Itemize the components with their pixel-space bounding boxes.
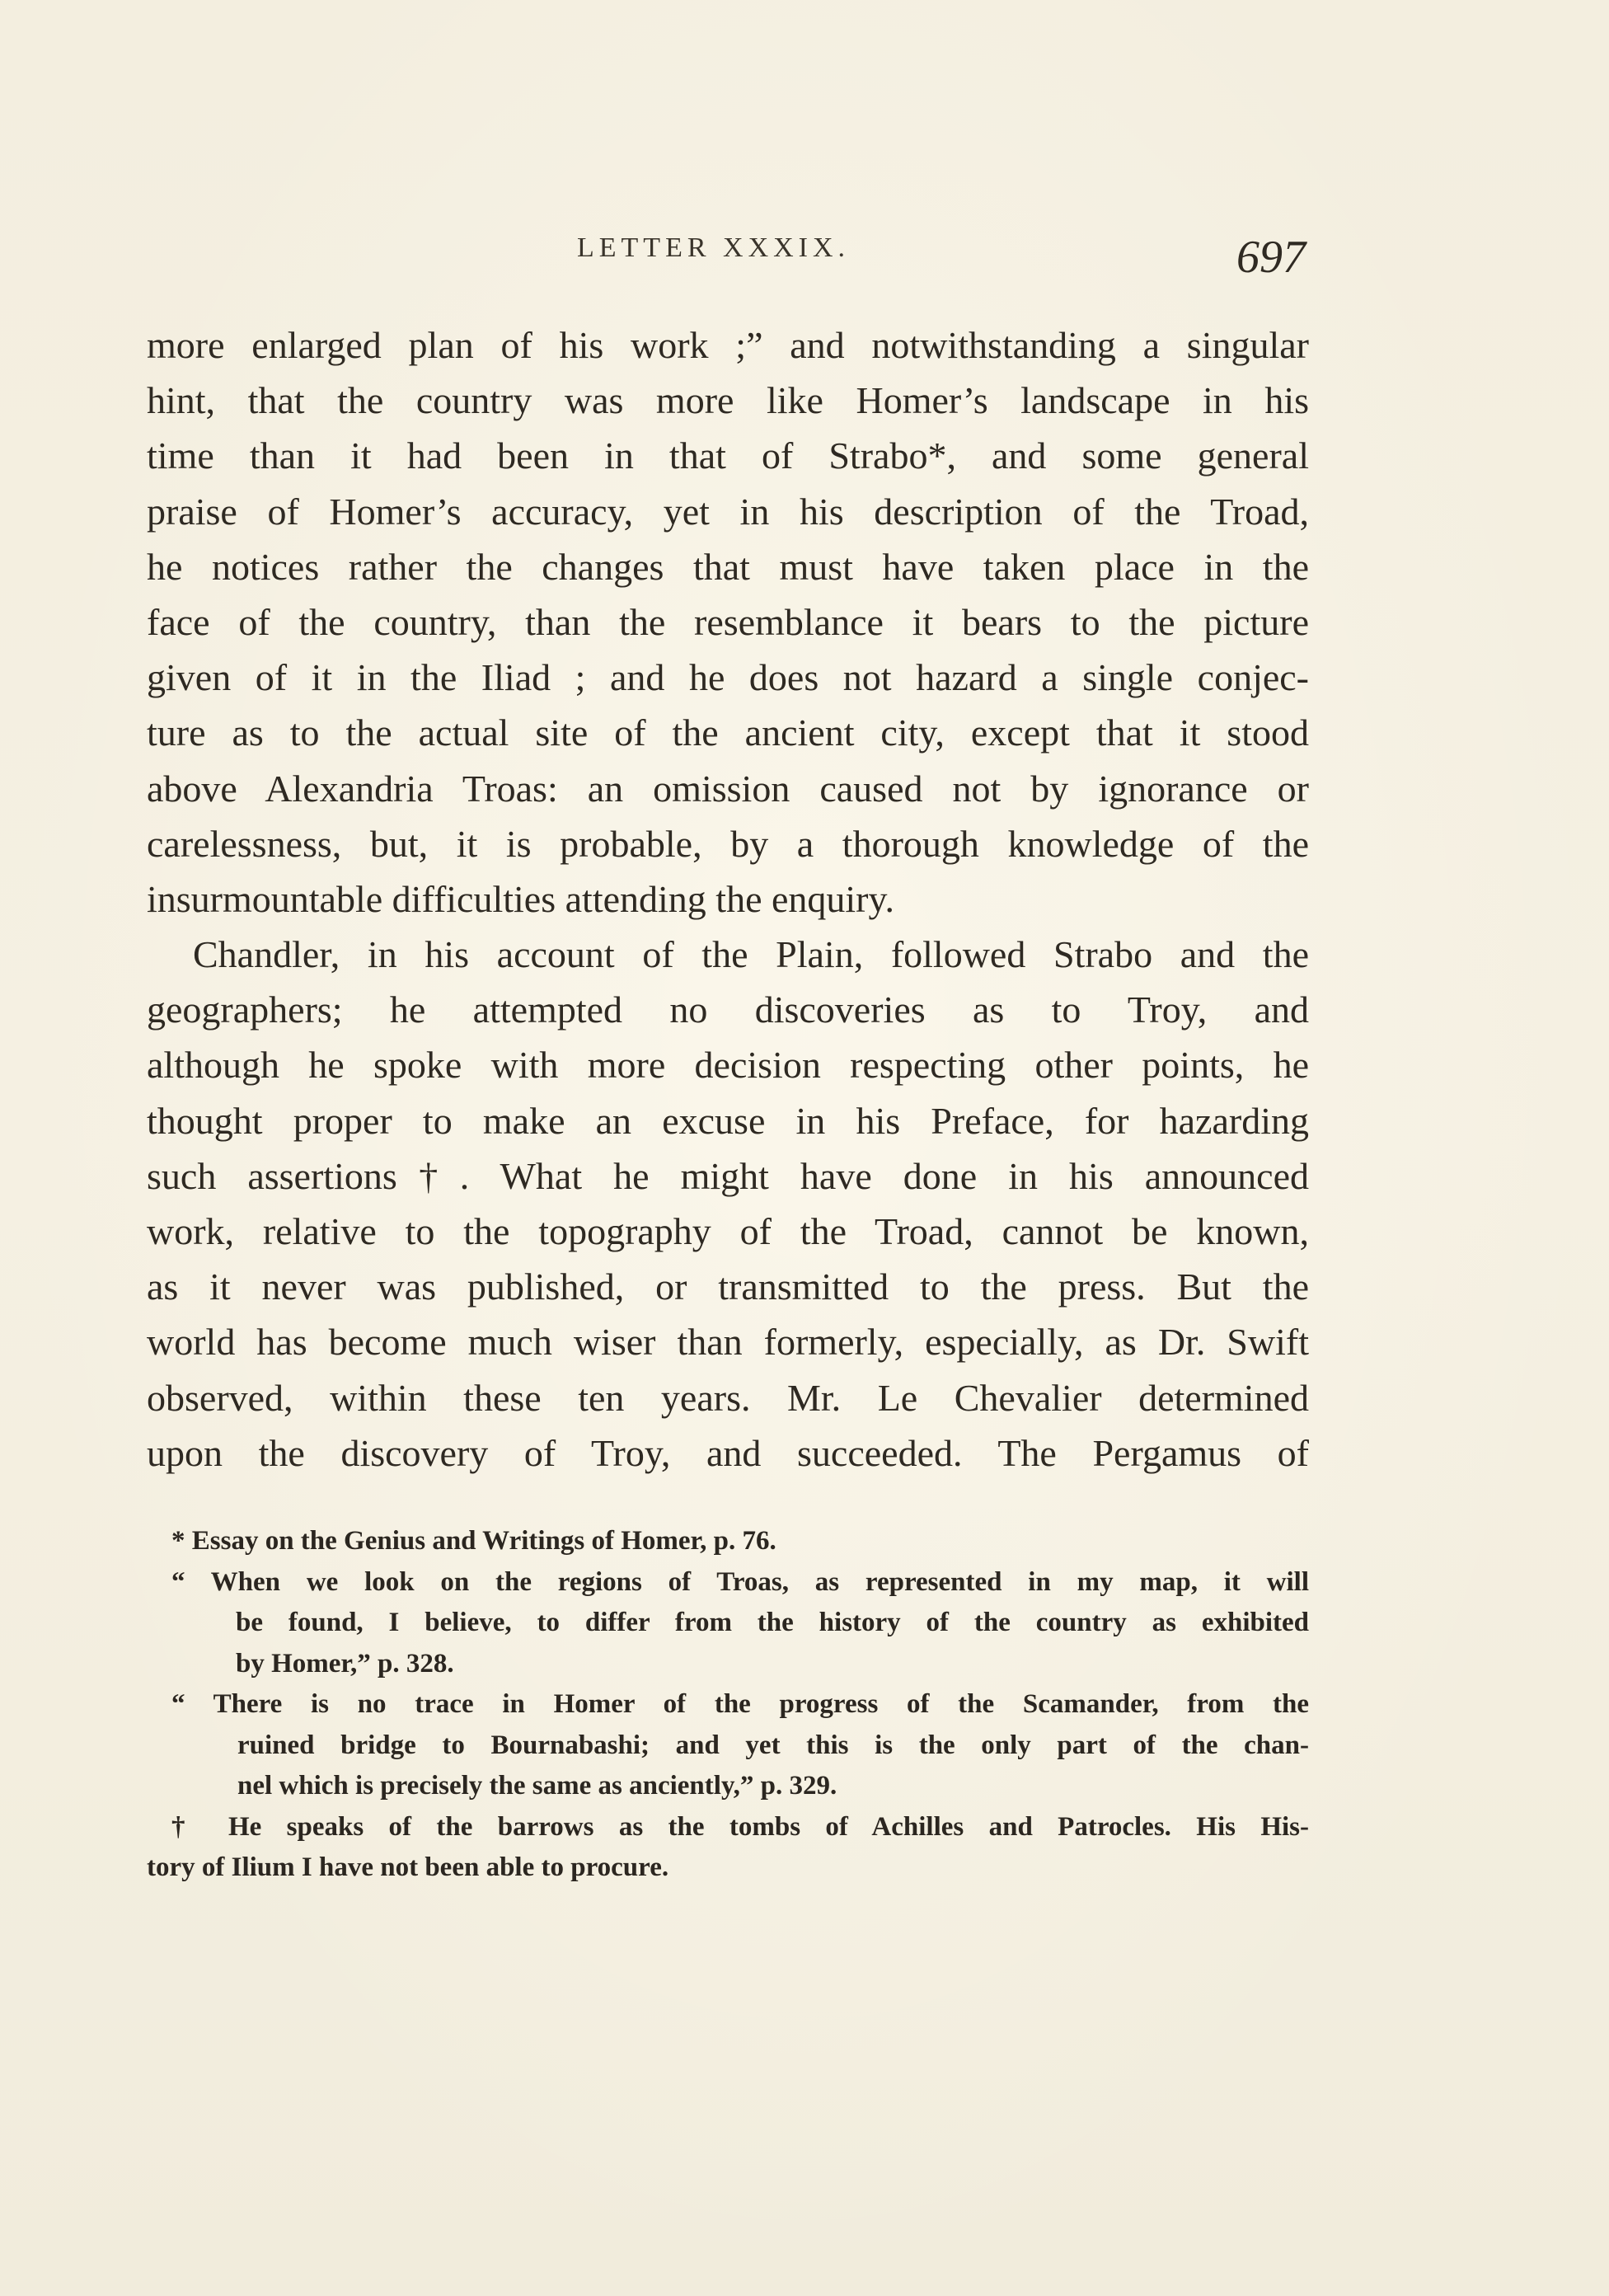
footnote-line: “ When we look on the regions of Troas, as represented in my map, it will xyxy=(171,1566,1309,1597)
running-head: LETTER XXXIX. xyxy=(577,232,851,263)
body-line: observed, within these ten years. Mr. Le Chevalier determined xyxy=(147,1376,1309,1419)
footnotes xyxy=(147,1521,1309,1889)
footnote-line: “ There is no trace in Homer of the progress of the Scamander, from the xyxy=(171,1689,1309,1719)
footnote-line: be found, I believe, to differ from the history of the country as exhibited xyxy=(236,1608,1309,1637)
body-line: ture as to the actual site of the ancient city, except that it stood xyxy=(147,711,1309,754)
body-line: praise of Homer’s accuracy, yet in his description of the Troad, xyxy=(147,490,1309,533)
body-line: hint, that the country was more like Homer’s landscape in his xyxy=(147,379,1309,422)
body-line: above Alexandria Troas: an omission caused not by ignorance or xyxy=(147,767,1309,810)
body-line: Chandler, in his account of the Plain, followed Strabo and the xyxy=(193,933,1309,976)
footnote-line: nel which is precisely the same as anciently,” p. 329. xyxy=(237,1771,837,1801)
body-line: as it never was published, or transmitted to the press. But the xyxy=(147,1265,1309,1308)
body-line: upon the discovery of Troy, and succeeded. The Pergamus of xyxy=(147,1431,1309,1474)
body-line: face of the country, than the resemblance it bears to the picture xyxy=(147,600,1309,643)
body-line: given of it in the Iliad ; and he does not hazard a single conjec- xyxy=(147,656,1309,699)
body-line: time than it had been in that of Strabo*, and some general xyxy=(147,434,1309,477)
body-line: more enlarged plan of his work ;” and notwithstanding a singular xyxy=(147,324,1309,366)
body-text xyxy=(147,317,1309,1481)
page-number: 697 xyxy=(1236,232,1306,283)
footnote-line: † He speaks of the barrows as the tombs of Achilles and Patrocles. His His- xyxy=(171,1811,1309,1842)
footnote-line: tory of Ilium I have not been able to procure. xyxy=(147,1852,669,1882)
body-line: work, relative to the topography of the Troad, cannot be known, xyxy=(147,1210,1309,1252)
body-line: world has become much wiser than formerly, especially, as Dr. Swift xyxy=(147,1321,1309,1364)
body-line: carelessness, but, it is probable, by a thorough knowledge of the xyxy=(147,822,1309,865)
footnote-line: * Essay on the Genius and Writings of Homer, p. 76. xyxy=(171,1526,776,1556)
body-line: such assertions†. What he might have done in his announced xyxy=(147,1154,1309,1197)
body-line: thought proper to make an excuse in his Preface, for hazarding xyxy=(147,1099,1309,1142)
footnote-line: ruined bridge to Bournabashi; and yet this is the only part of the chan- xyxy=(237,1730,1309,1760)
body-line: he notices rather the changes that must have taken place in the xyxy=(147,545,1309,588)
body-line: geographers; he attempted no discoveries as to Troy, and xyxy=(147,988,1309,1031)
body-line: although he spoke with more decision respecting other points, he xyxy=(147,1044,1309,1087)
body-line: insurmountable difficulties attending the enquiry. xyxy=(147,877,895,920)
footnote-line: by Homer,” p. 328. xyxy=(236,1648,454,1679)
